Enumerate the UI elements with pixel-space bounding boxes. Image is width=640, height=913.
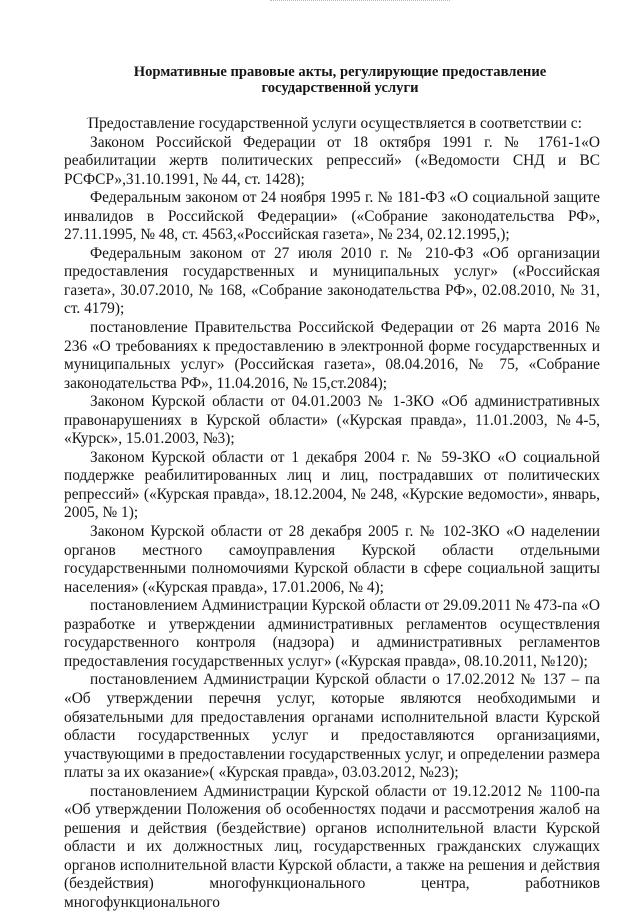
scan-speck: .: [86, 111, 89, 122]
document-body: [64, 115, 600, 913]
law-paragraph: Федеральным законом от 27 июля 2010 г. № 210-ФЗ «Об организации предоставления государственных и муниципальных услуг» («Российская газета», 30.07.2010, № 168, «Собрание законодательства РФ», 02.08.2010, № 31, ст. 4179);: [64, 244, 600, 318]
law-paragraph: Федеральным законом от 24 ноября 1995 г. № 181-ФЗ «О социальной защите инвалидов в Российской Федерации» («Собрание законодательства РФ», 27.11.1995, № 48, ст. 4563,«Российская газета», № 234, 02.12.1995,);: [64, 189, 600, 244]
law-paragraph: Законом Курской области от 1 декабря 2004 г. № 59-ЗКО «О социальной поддержке реабилитированных лиц и лиц, пострадавших от политических репрессий» («Курская правда», 18.12.2004, № 248, «Курские ведомости», январь, 2005, № 1);: [64, 448, 600, 522]
intro-paragraph: Предоставление государственной услуги осуществляется в соответствии с:: [88, 115, 582, 132]
law-paragraph: Законом Российской Федерации от 18 октября 1991 г. № 1761-1«О реабилитации жертв политических репрессий» («Ведомости СНД и ВС РСФСР»,31.10.1991, № 44, ст. 1428);: [64, 133, 600, 188]
law-paragraph: постановлением Администрации Курской области от 19.12.2012 № 1100-па «Об утверждении Положения об особенностях подачи и рассмотрения жалоб на решения и действия (бездействие) органов исполнительной власти Курской области и их должностных лиц, государственных гражданских служащих органов исполнительной власти Курской области, а также на решения и действия (бездействия) многофункционального центра, работников многофункционального: [64, 782, 600, 911]
law-paragraph: постановлением Администрации Курской области от 29.09.2011 № 473-па «О разработке и утверждении административных регламентов осуществления государственного контроля (надзора) и административных регламентов предоставления государственных услуг» («Курская правда», 08.10.2011, №120);: [64, 597, 600, 670]
law-paragraph: постановление Правительства Российской Федерации от 26 марта 2016 № 236 «О требованиях к предоставлению в электронной форме государственных и муниципальных услуг» (Российская газета», 08.04.2016, № 75, «Собрание законодательства РФ», 11.04.2016, № 15,ст.2084);: [64, 319, 600, 392]
title-line-1: Нормативные правовые акты, регулирующие предоставление: [133, 64, 547, 80]
scan-edge-artifact: [270, 0, 450, 4]
law-paragraph: постановлением Администрации Курской области о 17.02.2012 № 137 – па «Об утверждении перечня услуг, которые являются необходимыми и обязательными для предоставления органами исполнительной власти Курской области государственных услуг и предоставляются организациями, участвующими в предоставлении государственных услуг, и определении размера платы за их оказание»( «Курская правда», 03.03.2012, №23);: [64, 671, 600, 782]
law-paragraph: Законом Курской области от 04.01.2003 № 1-ЗКО «Об административных правонарушениях в Курской области» («Курская правда», 11.01.2003, №4-5, «Курск», 15.01.2003, №3);: [64, 393, 600, 448]
document-title: [60, 64, 620, 96]
title-line-2: государственной услуги: [261, 80, 419, 96]
law-paragraph: Законом Курской области от 28 декабря 2005 г. № 102-ЗКО «О наделении органов местного самоуправления Курской области отдельными государственными полномочиями Курской области в сфере социальной защиты населения» («Курская правда», 17.01.2006, № 4);: [64, 523, 600, 596]
